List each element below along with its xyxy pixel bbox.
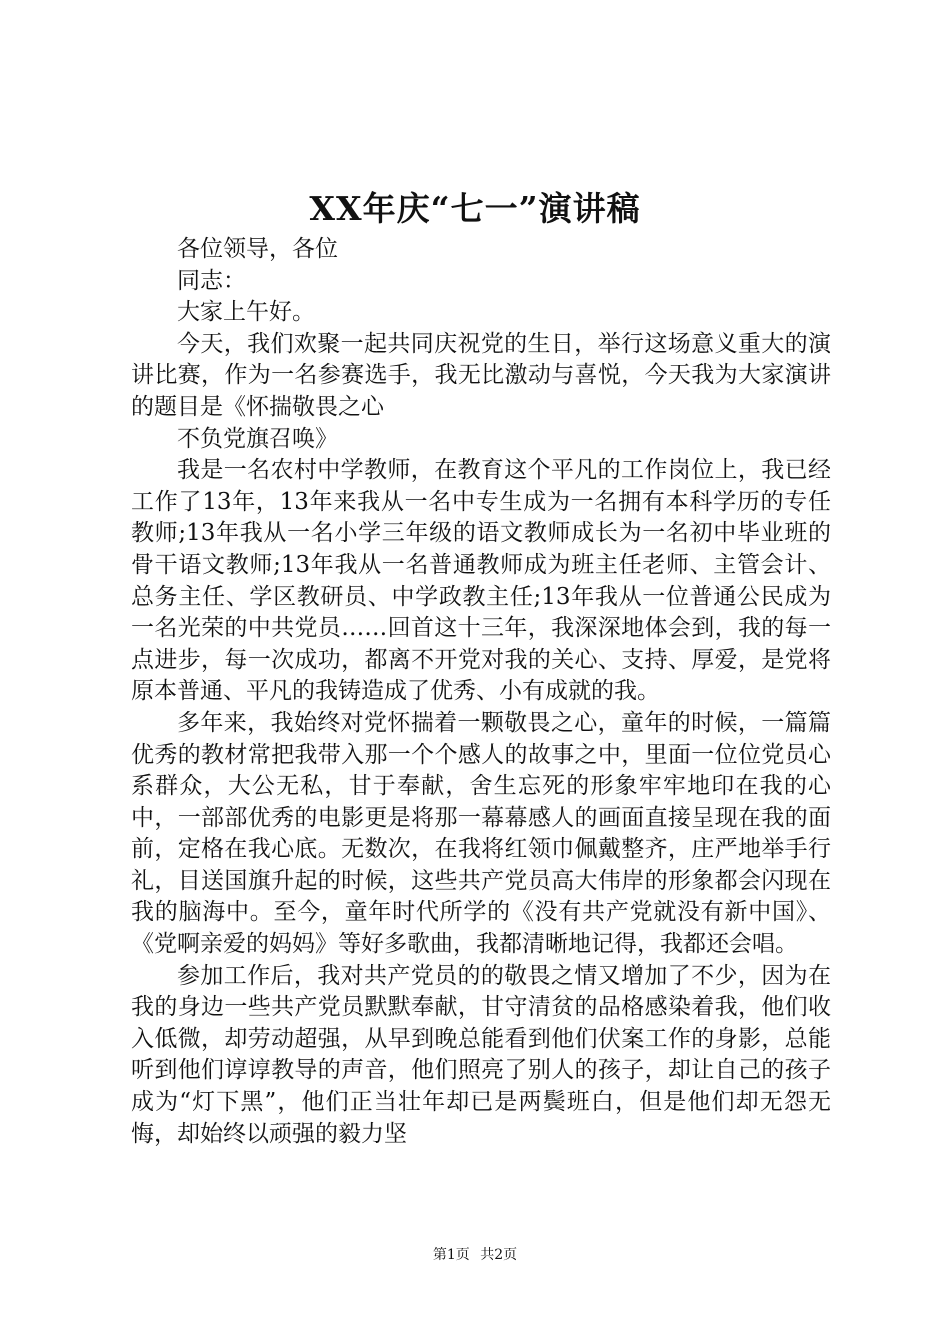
document-body — [131, 234, 831, 1150]
document-title: XX年庆“七一”演讲稿 — [309, 189, 641, 228]
body-paragraph: 我是一名农村中学教师，在教育这个平凡的工作岗位上，我已经工作了13年，13年来我从一名中专生成为一名拥有本科学历的专任教师;13年我从一名小学三年级的语文教师成长为一名初中毕业班的骨干语文教师;13年我从一名普通教师成为班主任老师、主管会计、总务主任、学区教研员、中学政教主任;13年我从一位普通公民成为一名光荣的中共党员……回首这十三年，我深深地体会到，我的每一点进步，每一次成功，都离不开党对我的关心、支持、厚爱，是党将原本普通、平凡的我铸造成了优秀、小有成就的我。 — [131, 457, 831, 705]
salutation-line-1: 各位领导，各位 — [177, 236, 338, 262]
intro-paragraph: 今天，我们欢聚一起共同庆祝党的生日，举行这场意义重大的演讲比赛，作为一名参赛选手，我无比激动与喜悦，今天我为大家演讲的题目是《怀揣敬畏之心 — [131, 330, 831, 420]
page-footer — [0, 1245, 950, 1265]
greeting: 大家上午好。 — [177, 299, 315, 326]
salutation-line-2: 同志： — [177, 267, 246, 294]
page-number: 第1页 — [432, 1247, 470, 1263]
body-paragraph: 多年来，我始终对党怀揣着一颗敬畏之心，童年的时候，一篇篇优秀的教材常把我带入那一个个感人的故事之中，里面一位位党员心系群众，大公无私，甘于奉献，舍生忘死的形象牢牢地印在我的心中，一部部优秀的电影更是将那一幕幕感人的画面直接呈现在我的面前，定格在我心底。无数次，在我将红领巾佩戴整齐，庄严地举手行礼，目送国旗升起的时候，这些共产党员高大伟岸的形象都会闪现在我的脑海中。至今，童年时代所学的《没有共产党就没有新中国》、《党啊亲爱的妈妈》等好多歌曲，我都清晰地记得，我都还会唱。 — [131, 709, 831, 958]
page-total: 共2页 — [480, 1247, 518, 1263]
speech-topic-line: 不负党旗召唤》 — [177, 425, 338, 452]
body-paragraph: 参加工作后，我对共产党员的的敬畏之情又增加了不少，因为在我的身边一些共产党员默默奉献，甘守清贫的品格感染着我，他们收入低微，却劳动超强，从早到晚总能看到他们伏案工作的身影，总能听到他们谆谆教导的声音，他们照亮了别人的孩子，却让自己的孩子成为“灯下黑”，他们正当壮年却已是两鬓班白，但是他们却无怨无悔，却始终以顽强的毅力坚 — [131, 962, 831, 1147]
